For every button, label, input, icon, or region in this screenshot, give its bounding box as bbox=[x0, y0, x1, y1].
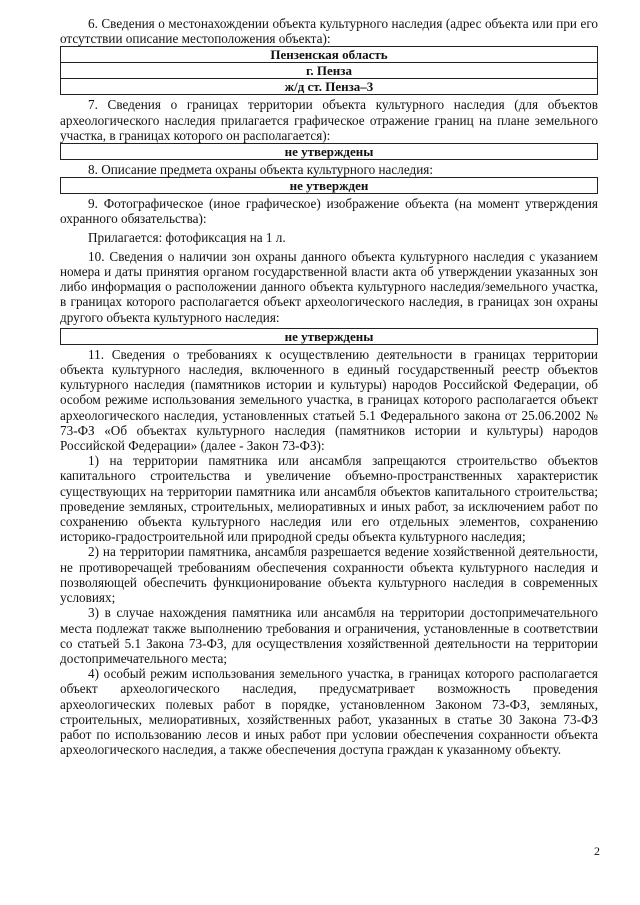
location-box bbox=[60, 46, 598, 95]
requirement-item-1: 1) на территории памятника или ансамбля запрещаются строительство объектов капитального строительства и увеличение объемно-пространственных характеристик существующих на территории памятника или ансамбля объектов капитального строительства; проведение земляных, строительных, мелиоративных и иных работ, за исключением работ по сохранению объекта культурного наследия или его отдельных элементов, сохранению историко-градостроительной или природной среды объекта культурного наследия; bbox=[60, 453, 598, 545]
section-6-text: 6. Сведения о местонахождении объекта культурного наследия (адрес объекта или при его отсутствии описание местоположения объекта): bbox=[60, 16, 598, 47]
page-number: 2 bbox=[594, 844, 600, 858]
section-7-text: 7. Сведения о границах территории объекта культурного наследия (для объектов археологического наследия прилагается графическое отражение границ на плане земельного участка, в границах которого он располагается): bbox=[60, 97, 598, 143]
section-10-text: 10. Сведения о наличии зон охраны данного объекта культурного наследия с указанием номера и даты принятия органом государственной власти акта об утверждении указанных зон либо информация о расположении данного объекта культурного наследия/земельного участка, в границах которого располагается объект археологического наследия, в границах зон охраны другого объекта культурного наследия: bbox=[60, 248, 598, 325]
location-region: Пензенская область bbox=[61, 47, 597, 63]
document-page bbox=[60, 16, 598, 757]
protection-zones-box bbox=[60, 328, 598, 345]
location-station: ж/д ст. Пенза–3 bbox=[284, 79, 374, 95]
section-11-text: 11. Сведения о требованиях к осуществлению деятельности в границах территории объекта культурного наследия, включенного в единый государственный реестр объектов культурного наследия (памятников истории и культуры) народов Российской Федерации, об особом режиме использования земельного участка, в границах которого располагается объект археологического наследия, установленных статьей 5.1 Федерального закона от 25.06.2002 № 73-ФЗ «Об объектах культурного наследия (памятников истории и культуры) народов Российской Федерации» (далее - Закон 73-ФЗ): bbox=[60, 346, 598, 454]
section-8-text: 8. Описание предмета охраны объекта культурного наследия: bbox=[88, 162, 433, 178]
requirement-item-4: 4) особый режим использования земельного участка, в границах которого располагается объект археологического наследия, предусматривает возможность проведения археологических полевых работ в порядке, установленном Законом 73-ФЗ, земляных, строительных, мелиоративных, хозяйственных работ, указанных в статье 30 Закона 73-ФЗ работ по использованию лесов и иных работ при условии обеспечения сохранности объекта археологического наследия, а также обеспечения доступа граждан к указанному объекту. bbox=[60, 666, 598, 758]
requirement-item-2: 2) на территории памятника, ансамбля разрешается ведение хозяйственной деятельности, не противоречащей требованиям обеспечения сохранности объекта культурного наследия и позволяющей обеспечить функционирование объекта культурного наследия в современных условиях; bbox=[60, 544, 598, 606]
boundaries-status: не утверждены bbox=[284, 144, 374, 160]
requirement-item-3: 3) в случае нахождения памятника или ансамбля на территории достопримечательного места подлежат также выполнению требования и ограничения, установленные в соответствии со статьей 5.1 Закона 73-ФЗ, для осуществления хозяйственной деятельности на территории достопримечательного места; bbox=[60, 605, 598, 666]
protection-subject-status: не утвержден bbox=[289, 178, 369, 194]
photo-attachment-note: Прилагается: фотофиксация на 1 л. bbox=[88, 229, 286, 245]
protection-subject-box bbox=[60, 177, 598, 194]
protection-zones-status: не утверждены bbox=[284, 328, 374, 344]
section-9-text: 9. Фотографическое (иное графическое) изображение объекта (на момент утверждения охранного обязательства): bbox=[60, 196, 598, 227]
location-city: г. Пенза bbox=[61, 63, 597, 79]
boundaries-box bbox=[60, 143, 598, 160]
